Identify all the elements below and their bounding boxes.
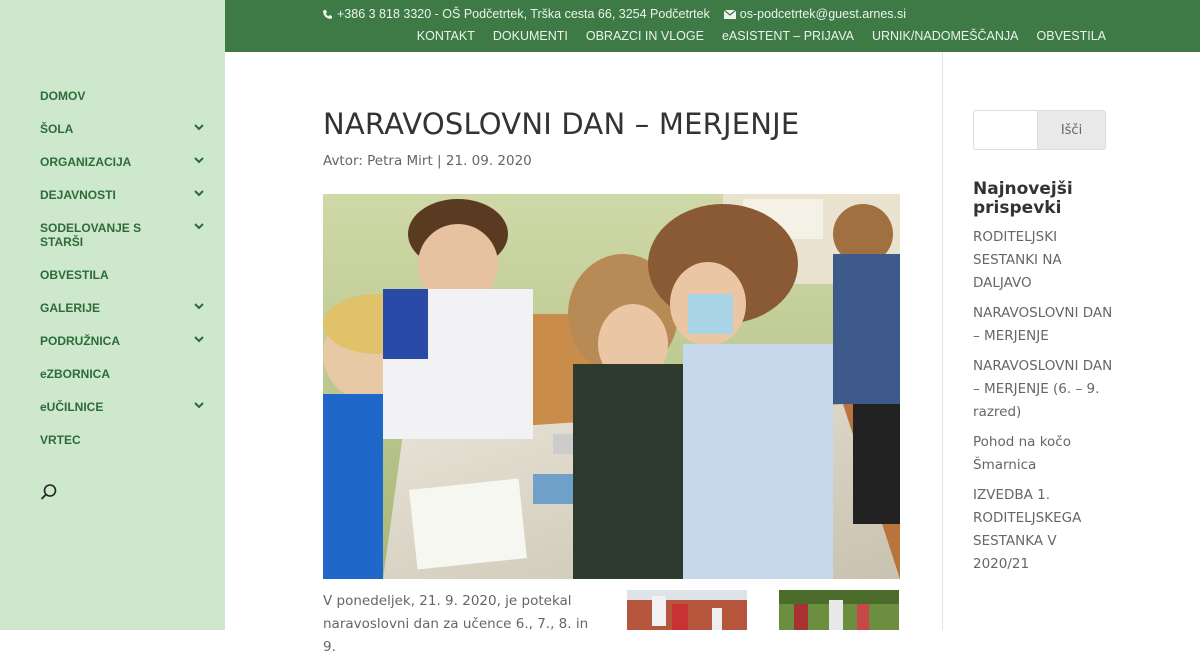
nav-item-ezbornica[interactable] — [40, 367, 210, 400]
gallery-thumbnail[interactable] — [627, 590, 747, 630]
nav-item-vrtec[interactable] — [40, 433, 210, 466]
nav-item-dejavnosti[interactable] — [40, 188, 210, 221]
post-meta: Avtor: Petra Mirt | 21. 09. 2020 — [323, 153, 532, 169]
gallery-thumbnail[interactable] — [779, 590, 899, 630]
nav-item-label: eUČILNICE — [40, 400, 104, 414]
topmenu-obrazci-in-vloge[interactable]: OBRAZCI IN VLOGE — [585, 29, 704, 43]
recent-post-link[interactable]: NARAVOSLOVNI DAN – MERJENJE — [973, 305, 1113, 344]
search-input[interactable] — [973, 110, 1037, 150]
topmenu-kontakt[interactable]: KONTAKT — [416, 29, 475, 43]
chevron-down-icon[interactable] — [192, 332, 206, 346]
nav-item-label: ŠOLA — [40, 122, 74, 136]
nav-item-label: DEJAVNOSTI — [40, 188, 116, 202]
email-link[interactable]: os-podcetrtek@guest.arnes.si — [739, 7, 907, 21]
content-divider — [942, 52, 943, 630]
topmenu-easistent-prijava[interactable]: eASISTENT – PRIJAVA — [721, 29, 854, 43]
post-featured-image[interactable] — [323, 194, 900, 579]
top-header — [225, 0, 1200, 52]
gallery-photo — [779, 590, 899, 630]
nav-item-eucilnice[interactable] — [40, 400, 210, 433]
search-icon[interactable] — [40, 483, 58, 501]
main-navigation — [40, 89, 210, 466]
nav-item-galerije[interactable] — [40, 301, 210, 334]
contact-info — [322, 7, 906, 21]
nav-item-sola[interactable] — [40, 122, 210, 155]
post-excerpt: V ponedeljek, 21. 9. 2020, je potekal naravoslovni dan za učence 6., 7., 8. in 9. — [323, 593, 589, 655]
envelope-icon — [724, 10, 736, 19]
search-button[interactable]: Išči — [1037, 110, 1106, 150]
recent-posts-title: Najnovejši prispevki — [973, 179, 1073, 218]
chevron-down-icon[interactable] — [192, 186, 206, 200]
nav-item-label: DOMOV — [40, 89, 86, 103]
secondary-navigation — [417, 29, 1106, 43]
chevron-down-icon[interactable] — [192, 153, 206, 167]
topmenu-dokumenti[interactable]: DOKUMENTI — [492, 29, 568, 43]
nav-item-label: VRTEC — [40, 433, 81, 447]
recent-posts-list — [973, 226, 1113, 583]
search-form — [973, 110, 1106, 150]
chevron-down-icon[interactable] — [192, 299, 206, 313]
nav-item-label: OBVESTILA — [40, 268, 109, 282]
chevron-down-icon[interactable] — [192, 398, 206, 412]
email-group[interactable] — [724, 7, 906, 21]
phone-address-text: +386 3 818 3320 - OŠ Podčetrtek, Trška cesta 66, 3254 Podčetrtek — [337, 7, 710, 21]
nav-item-label: ORGANIZACIJA — [40, 155, 132, 169]
nav-item-obvestila[interactable] — [40, 268, 210, 301]
nav-item-label: SODELOVANJE S STARŠI — [40, 221, 142, 249]
classroom-photo — [323, 194, 900, 579]
left-sidebar — [0, 0, 225, 630]
nav-item-podruznica[interactable] — [40, 334, 210, 367]
topmenu-obvestila[interactable]: OBVESTILA — [1036, 29, 1106, 43]
nav-item-organizacija[interactable] — [40, 155, 210, 188]
nav-item-domov[interactable] — [40, 89, 210, 122]
chevron-down-icon[interactable] — [192, 120, 206, 134]
recent-post-link[interactable]: RODITELJSKI SESTANKI NA DALJAVO — [973, 229, 1062, 291]
recent-post-link[interactable]: NARAVOSLOVNI DAN – MERJENJE (6. – 9. razred) — [973, 358, 1113, 420]
nav-item-label: GALERIJE — [40, 301, 101, 315]
phone-group — [322, 7, 710, 21]
chevron-down-icon[interactable] — [192, 219, 206, 233]
post-title: NARAVOSLOVNI DAN – MERJENJE — [323, 107, 800, 141]
phone-icon — [322, 9, 333, 20]
nav-item-label: PODRUŽNICA — [40, 334, 120, 348]
topmenu-urnik-nadomescanja[interactable]: URNIK/NADOMEŠČANJA — [871, 29, 1019, 43]
nav-item-label: eZBORNICA — [40, 367, 111, 381]
recent-post-link[interactable]: IZVEDBA 1. RODITELJSKEGA SESTANKA V 2020/21 — [973, 487, 1082, 572]
nav-item-sodelovanje-s-starsi[interactable] — [40, 221, 210, 268]
recent-post-link[interactable]: Pohod na kočo Šmarnica — [973, 434, 1071, 473]
gallery-photo — [627, 590, 747, 630]
